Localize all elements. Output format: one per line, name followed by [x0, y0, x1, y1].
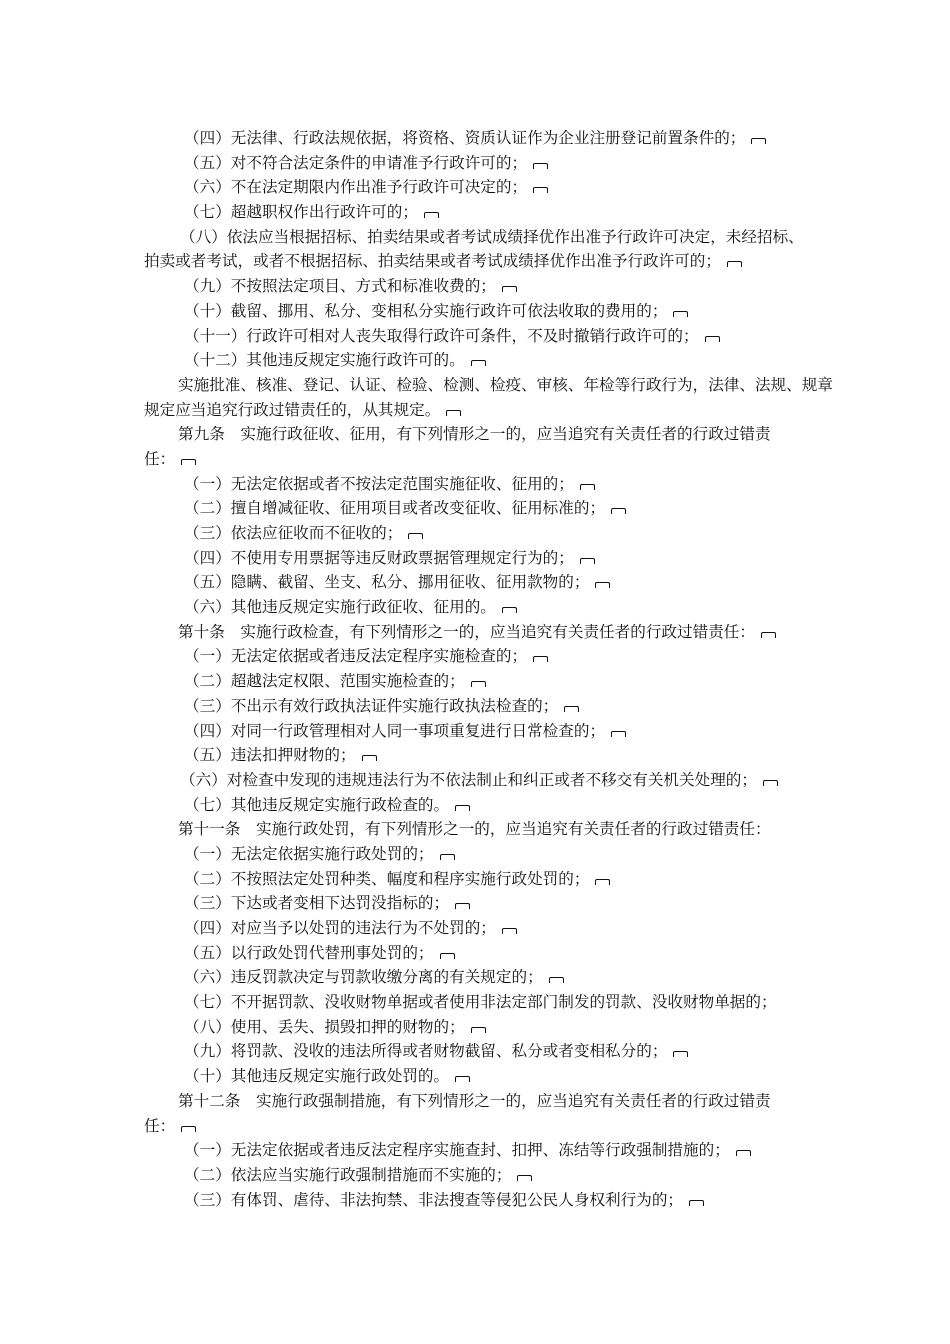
line-break-mark-icon [181, 1126, 196, 1132]
text-line [140, 521, 830, 546]
text-line [140, 200, 830, 225]
text-line [140, 398, 830, 423]
line-text: （十）截留、挪用、私分、变相私分实施行政许可依法收取的费用的； [184, 301, 668, 320]
line-break-mark-icon [763, 780, 778, 786]
line-break-mark-icon [455, 903, 470, 909]
line-break-mark-icon [611, 731, 626, 737]
line-break-mark-icon [673, 1051, 688, 1057]
line-text: （八）依法应当根据招标、拍卖结果或者考试成绩择优作出准予行政许可决定，未经招标、 [180, 227, 804, 246]
line-text: 任： [144, 449, 176, 468]
line-break-mark-icon [181, 459, 196, 465]
line-text: （六）其他违反规定实施行政征收、征用的。 [184, 598, 496, 617]
line-text: （一）无法定依据或者违反法定程序实施查封、扣押、冻结等行政强制措施的； [184, 1141, 730, 1160]
text-line [140, 447, 830, 472]
line-break-mark-icon [533, 163, 548, 169]
line-break-mark-icon [673, 311, 688, 317]
text-line [140, 867, 830, 892]
text-line [140, 546, 830, 571]
text-line [140, 274, 830, 299]
text-line [140, 644, 830, 669]
line-text: 拍卖或者考试，或者不根据招标、拍卖结果或者考试成绩择优作出准予行政许可的； [144, 252, 721, 271]
text-line [140, 1015, 830, 1040]
text-line [140, 768, 830, 793]
line-break-mark-icon [580, 558, 595, 564]
line-text: （六）违反罚款决定与罚款收缴分离的有关规定的； [184, 968, 543, 987]
line-break-mark-icon [611, 508, 626, 514]
line-break-mark-icon [517, 1175, 532, 1181]
text-line [140, 891, 830, 916]
text-line [140, 941, 830, 966]
line-text: （三）依法应征收而不征收的； [184, 524, 403, 542]
text-line [140, 990, 830, 1015]
line-text: （九）将罚款、没收的违法所得或者财物截留、私分或者变相私分的； [184, 1042, 668, 1061]
line-text: （十二）其他违反规定实施行政许可的。 [184, 351, 465, 370]
text-line [140, 1114, 830, 1139]
line-text: （七）不开据罚款、没收财物单据或者使用非法定部门制发的罚款、没收财物单据的； [184, 993, 777, 1012]
line-break-mark-icon [424, 212, 439, 218]
line-break-mark-icon [440, 953, 455, 959]
text-line [140, 1163, 830, 1188]
line-text: （一）无法定依据实施行政处罚的； [184, 844, 434, 863]
text-line [140, 669, 830, 694]
text-line [140, 1039, 830, 1064]
line-break-mark-icon [362, 755, 377, 761]
line-break-mark-icon [408, 533, 423, 539]
text-line [140, 299, 830, 324]
line-break-mark-icon [502, 928, 517, 934]
text-line [140, 719, 830, 744]
text-line [140, 1188, 830, 1213]
line-break-mark-icon [455, 805, 470, 811]
line-break-mark-icon [471, 1027, 486, 1033]
line-text: （四）对应当予以处罚的违法行为不处罚的； [184, 919, 496, 937]
line-break-mark-icon [689, 1200, 704, 1206]
text-line [140, 225, 830, 250]
line-break-mark-icon [580, 484, 595, 490]
line-text: 规定应当追究行政过错责任的，从其规定。 [144, 400, 441, 419]
text-line [140, 793, 830, 818]
line-text: （四）无法律、行政法规依据，将资格、资质认证作为企业注册登记前置条件的； [184, 129, 746, 147]
line-text: （六）对检查中发现的违规违法行为不依法制止和纠正或者不移交有关机关处理的； [180, 770, 757, 789]
line-break-mark-icon [533, 656, 548, 662]
line-text: （五）违法扣押财物的； [184, 746, 356, 765]
line-break-mark-icon [761, 632, 776, 638]
line-break-mark-icon [471, 681, 486, 687]
line-text: （十）其他违反规定实施行政处罚的。 [184, 1067, 450, 1086]
text-line [140, 472, 830, 497]
text-line [140, 842, 830, 867]
line-text: （五）对不符合法定条件的申请准予行政许可的； [184, 153, 528, 172]
document-body [140, 126, 833, 1212]
text-line [140, 694, 830, 719]
text-line [140, 1064, 830, 1089]
line-break-mark-icon [549, 977, 564, 983]
line-text: （三）有体罚、虐待、非法拘禁、非法搜查等侵犯公民人身权利行为的； [184, 1190, 684, 1209]
line-text: 第十二条 实施行政强制措施，有下列情形之一的，应当追究有关责任者的行政过错责 [178, 1091, 771, 1110]
line-text: （一）无法定依据或者违反法定程序实施检查的； [184, 647, 528, 666]
line-break-mark-icon [440, 854, 455, 860]
text-line [140, 570, 830, 595]
text-line [140, 422, 830, 447]
line-text: （六）不在法定期限内作出准予行政许可决定的； [184, 178, 528, 197]
text-line [140, 151, 830, 176]
line-break-mark-icon [471, 360, 486, 366]
line-break-mark-icon [595, 879, 610, 885]
line-text: （二）超越法定权限、范围实施检查的； [184, 672, 465, 691]
line-text: 实施批准、核准、登记、认证、检验、检测、检疫、审核、年检等行政行为，法律、法规、规章 [178, 375, 833, 394]
line-break-mark-icon [727, 261, 742, 267]
line-break-mark-icon [736, 1150, 751, 1156]
line-text: （二）不按照法定处罚种类、幅度和程序实施行政处罚的； [184, 869, 590, 888]
line-text: （九）不按照法定项目、方式和标准收费的； [184, 277, 496, 296]
line-text: （三）不出示有效行政执法证件实施行政执法检查的； [184, 696, 559, 715]
line-text: （三）下达或者变相下达罚没指标的； [184, 894, 450, 913]
text-line [140, 965, 830, 990]
text-line [140, 373, 833, 398]
line-text: 任： [144, 1116, 176, 1135]
text-line [140, 175, 830, 200]
text-line [140, 126, 830, 151]
line-text: （二）依法应当实施行政强制措施而不实施的； [184, 1165, 512, 1184]
line-break-mark-icon [455, 1076, 470, 1082]
text-line [140, 1138, 830, 1163]
text-line [140, 620, 830, 645]
line-break-mark-icon [446, 410, 461, 416]
line-text: （五）以行政处罚代替刑事处罚的； [184, 943, 434, 962]
line-text: 第十条 实施行政检查，有下列情形之一的，应当追究有关责任者的行政过错责任： [178, 622, 755, 641]
line-text: （一）无法定依据或者不按法定范围实施征收、征用的； [184, 474, 574, 493]
line-text: （二）擅自增减征收、征用项目或者改变征收、征用标准的； [184, 499, 606, 518]
text-line [140, 916, 830, 941]
text-line [140, 743, 830, 768]
line-text: （七）其他违反规定实施行政检查的。 [184, 795, 450, 814]
text-line [140, 249, 830, 274]
line-text: （四）对同一行政管理相对人同一事项重复进行日常检查的； [184, 721, 606, 740]
text-line [140, 324, 830, 349]
line-text: （四）不使用专用票据等违反财政票据管理规定行为的； [184, 548, 574, 567]
text-line [140, 595, 830, 620]
text-line [140, 348, 830, 373]
line-break-mark-icon [502, 286, 517, 292]
line-text: 第九条 实施行政征收、征用，有下列情形之一的，应当追究有关责任者的行政过错责 [178, 425, 771, 444]
line-break-mark-icon [751, 138, 766, 144]
line-break-mark-icon [502, 607, 517, 613]
line-break-mark-icon [564, 706, 579, 712]
text-line [140, 496, 830, 521]
line-break-mark-icon [595, 582, 610, 588]
line-text: （八）使用、丢失、损毁扣押的财物的； [184, 1017, 465, 1036]
line-text: （十一）行政许可相对人丧失取得行政许可条件，不及时撤销行政许可的； [184, 326, 699, 345]
line-text: （七）超越职权作出行政许可的； [184, 203, 418, 222]
line-text: （五）隐瞒、截留、坐支、私分、挪用征收、征用款物的； [184, 573, 590, 592]
text-line [140, 1089, 830, 1114]
text-line [140, 817, 830, 842]
line-break-mark-icon [705, 336, 720, 342]
line-text: 第十一条 实施行政处罚，有下列情形之一的，应当追究有关责任者的行政过错责任： [178, 820, 771, 839]
line-break-mark-icon [533, 187, 548, 193]
